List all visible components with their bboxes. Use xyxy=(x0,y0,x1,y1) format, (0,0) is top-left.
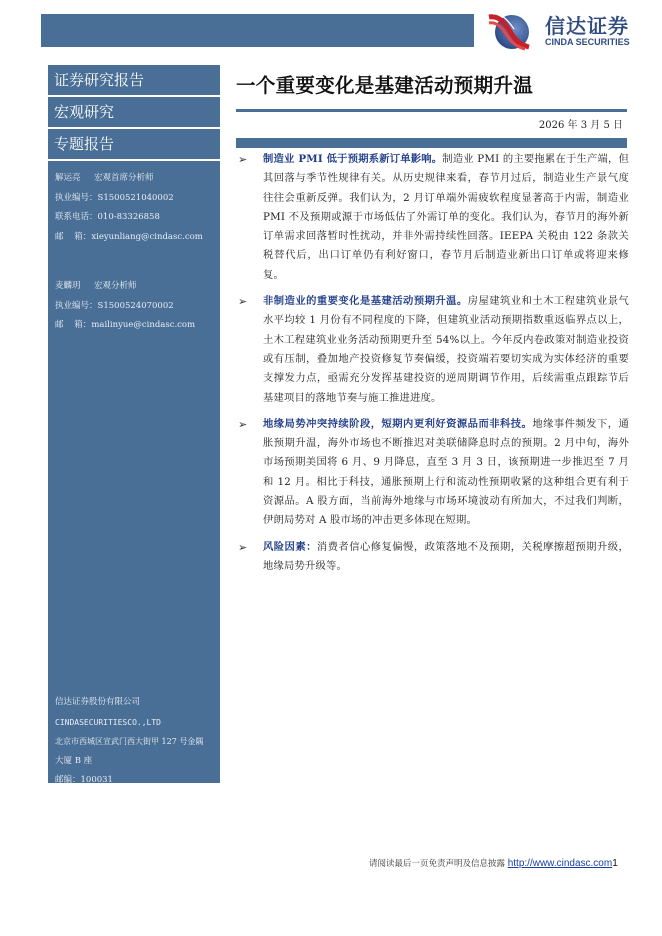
analyst-email[interactable]: xieyunliang@cindasc.com xyxy=(91,231,203,242)
analyst-email[interactable]: mailinyue@cindasc.com xyxy=(91,320,196,330)
sidebar-heading-category: 宏观研究 xyxy=(48,97,220,129)
sidebar-panel xyxy=(48,65,220,783)
website-link[interactable]: http://www.cindasc.com xyxy=(507,858,613,869)
bullet-text: 地缘事件频发下，通胀预期升温，海外市场也不断推迟对美联储降息时点的预期。2 月中旬，海外市场预期美国将 6 月、9 月降息，直至 3 月 3 日，该预期进一步推迟至 7 月和 12 月。相比于科技，通胀预期上行和流动性预期收紧的这种组合更有利于资源品。A 股方面，当前海外地缘与市场环境波动有所加大，不过我们判断，伊朗局势对 A 股市场的冲击更多体现在短期。 xyxy=(263,417,629,527)
sidebar-heading-report-type: 证券研究报告 xyxy=(48,65,220,97)
disclaimer-text: 请阅读最后一页免责声明及信息披露 xyxy=(369,859,508,869)
license-label: 执业编号： xyxy=(55,300,98,311)
summary-bullet xyxy=(236,150,629,285)
company-address-line1: 北京市西城区宣武门西大街甲 127 号金隅 xyxy=(55,737,204,746)
bullet-heading: 风险因素： xyxy=(263,540,317,553)
analyst-title: 宏观首席分析师 xyxy=(94,173,154,183)
summary-bullet xyxy=(236,292,629,408)
summary-bar xyxy=(236,138,627,148)
title-divider xyxy=(236,109,627,112)
analyst-card xyxy=(48,161,220,336)
company-postcode: 邮编：100031 xyxy=(55,775,113,785)
bullet-text: 房屋建筑业和土木工程建筑业景气水平均较 1 月份有不同程度的下降，但建筑业活动预期指数重返临界点以上，土木工程建筑业业务活动预期更升至 54%以上。今年反内卷政策对制造业投资或有压制，叠加地产投资修复节奏偏缓，投资端若要切实成为实体经济的重要支撑发力点，亟需充分发挥基建投资的逆周期调节作用，后续需重点跟踪节后基建项目的落地节奏与施工推进进度。 xyxy=(263,295,629,404)
report-title: 一个重要变化是基建活动预期升温 xyxy=(236,74,534,97)
analyst-title: 宏观分析师 xyxy=(94,281,137,291)
summary-bullet xyxy=(236,538,629,577)
analyst-phone: 010-83326858 xyxy=(97,212,160,222)
sidebar-heading-subtype: 专题报告 xyxy=(48,129,220,161)
arrow-bullet-icon: ➢ xyxy=(238,417,248,431)
bullet-text: 消费者信心修复偏慢，政策落地不及预期，关税摩擦超预期升级，地缘局势升级等。 xyxy=(263,540,629,572)
bullet-heading: 非制造业的重要变化是基建活动预期升温。 xyxy=(263,295,468,308)
report-summary xyxy=(236,150,629,583)
page-number: 1 xyxy=(612,858,618,869)
header-bar xyxy=(41,14,474,47)
analyst-license: S1500524070002 xyxy=(97,300,174,311)
email-label: 邮 箱： xyxy=(55,320,92,330)
page-footer xyxy=(369,857,618,869)
cinda-logo-icon xyxy=(487,11,531,51)
email-label: 邮 箱： xyxy=(55,231,92,242)
analyst-name: 麦麟玥 xyxy=(55,281,81,291)
report-date: 2026 年 3 月 5 日 xyxy=(538,120,623,131)
logo-en-text: CINDA SECURITIES xyxy=(545,36,630,47)
company-name-en: CINDASECURITIESCO.,LTD xyxy=(55,717,161,727)
analyst-license: S1500521040002 xyxy=(97,192,174,203)
bullet-text: 制造业 PMI 的主要拖累在于生产端，但其回落与季节性规律有关。从历史规律来看，春节月过后，制造业生产景气度往往会重新反弹。我们认为，2 月订单端外需疲软程度显著高于内需，制造业 PMI 不及预期或源于市场低估了外需订单的变化。我们认为，春节月的海外新订单需求回落暂时性扰动，并非外需持续性回落。IEEPA 关税由 122 条款关税替代后，出口订单仍有利好窗口，春节月后制造业新出口订单或将迎来修复。 xyxy=(263,153,629,281)
logo-cn-text: 信达证券 xyxy=(545,13,629,38)
company-address-line2: 大厦 B 座 xyxy=(55,755,93,766)
analyst-name: 解运亮 xyxy=(55,173,81,183)
summary-bullet xyxy=(236,415,629,531)
company-info xyxy=(55,693,223,791)
bullet-heading: 地缘局势冲突持续阶段，短期内更利好资源品而非科技。 xyxy=(263,417,533,430)
arrow-bullet-icon: ➢ xyxy=(238,295,248,309)
company-name-cn: 信达证券股份有限公司 xyxy=(55,697,141,707)
bullet-heading: 制造业 PMI 低于预期系新订单影响。 xyxy=(263,153,443,165)
phone-label: 联系电话： xyxy=(55,212,98,222)
arrow-bullet-icon: ➢ xyxy=(238,540,248,554)
license-label: 执业编号： xyxy=(55,192,98,203)
arrow-bullet-icon: ➢ xyxy=(238,153,248,166)
company-logo xyxy=(487,10,657,52)
